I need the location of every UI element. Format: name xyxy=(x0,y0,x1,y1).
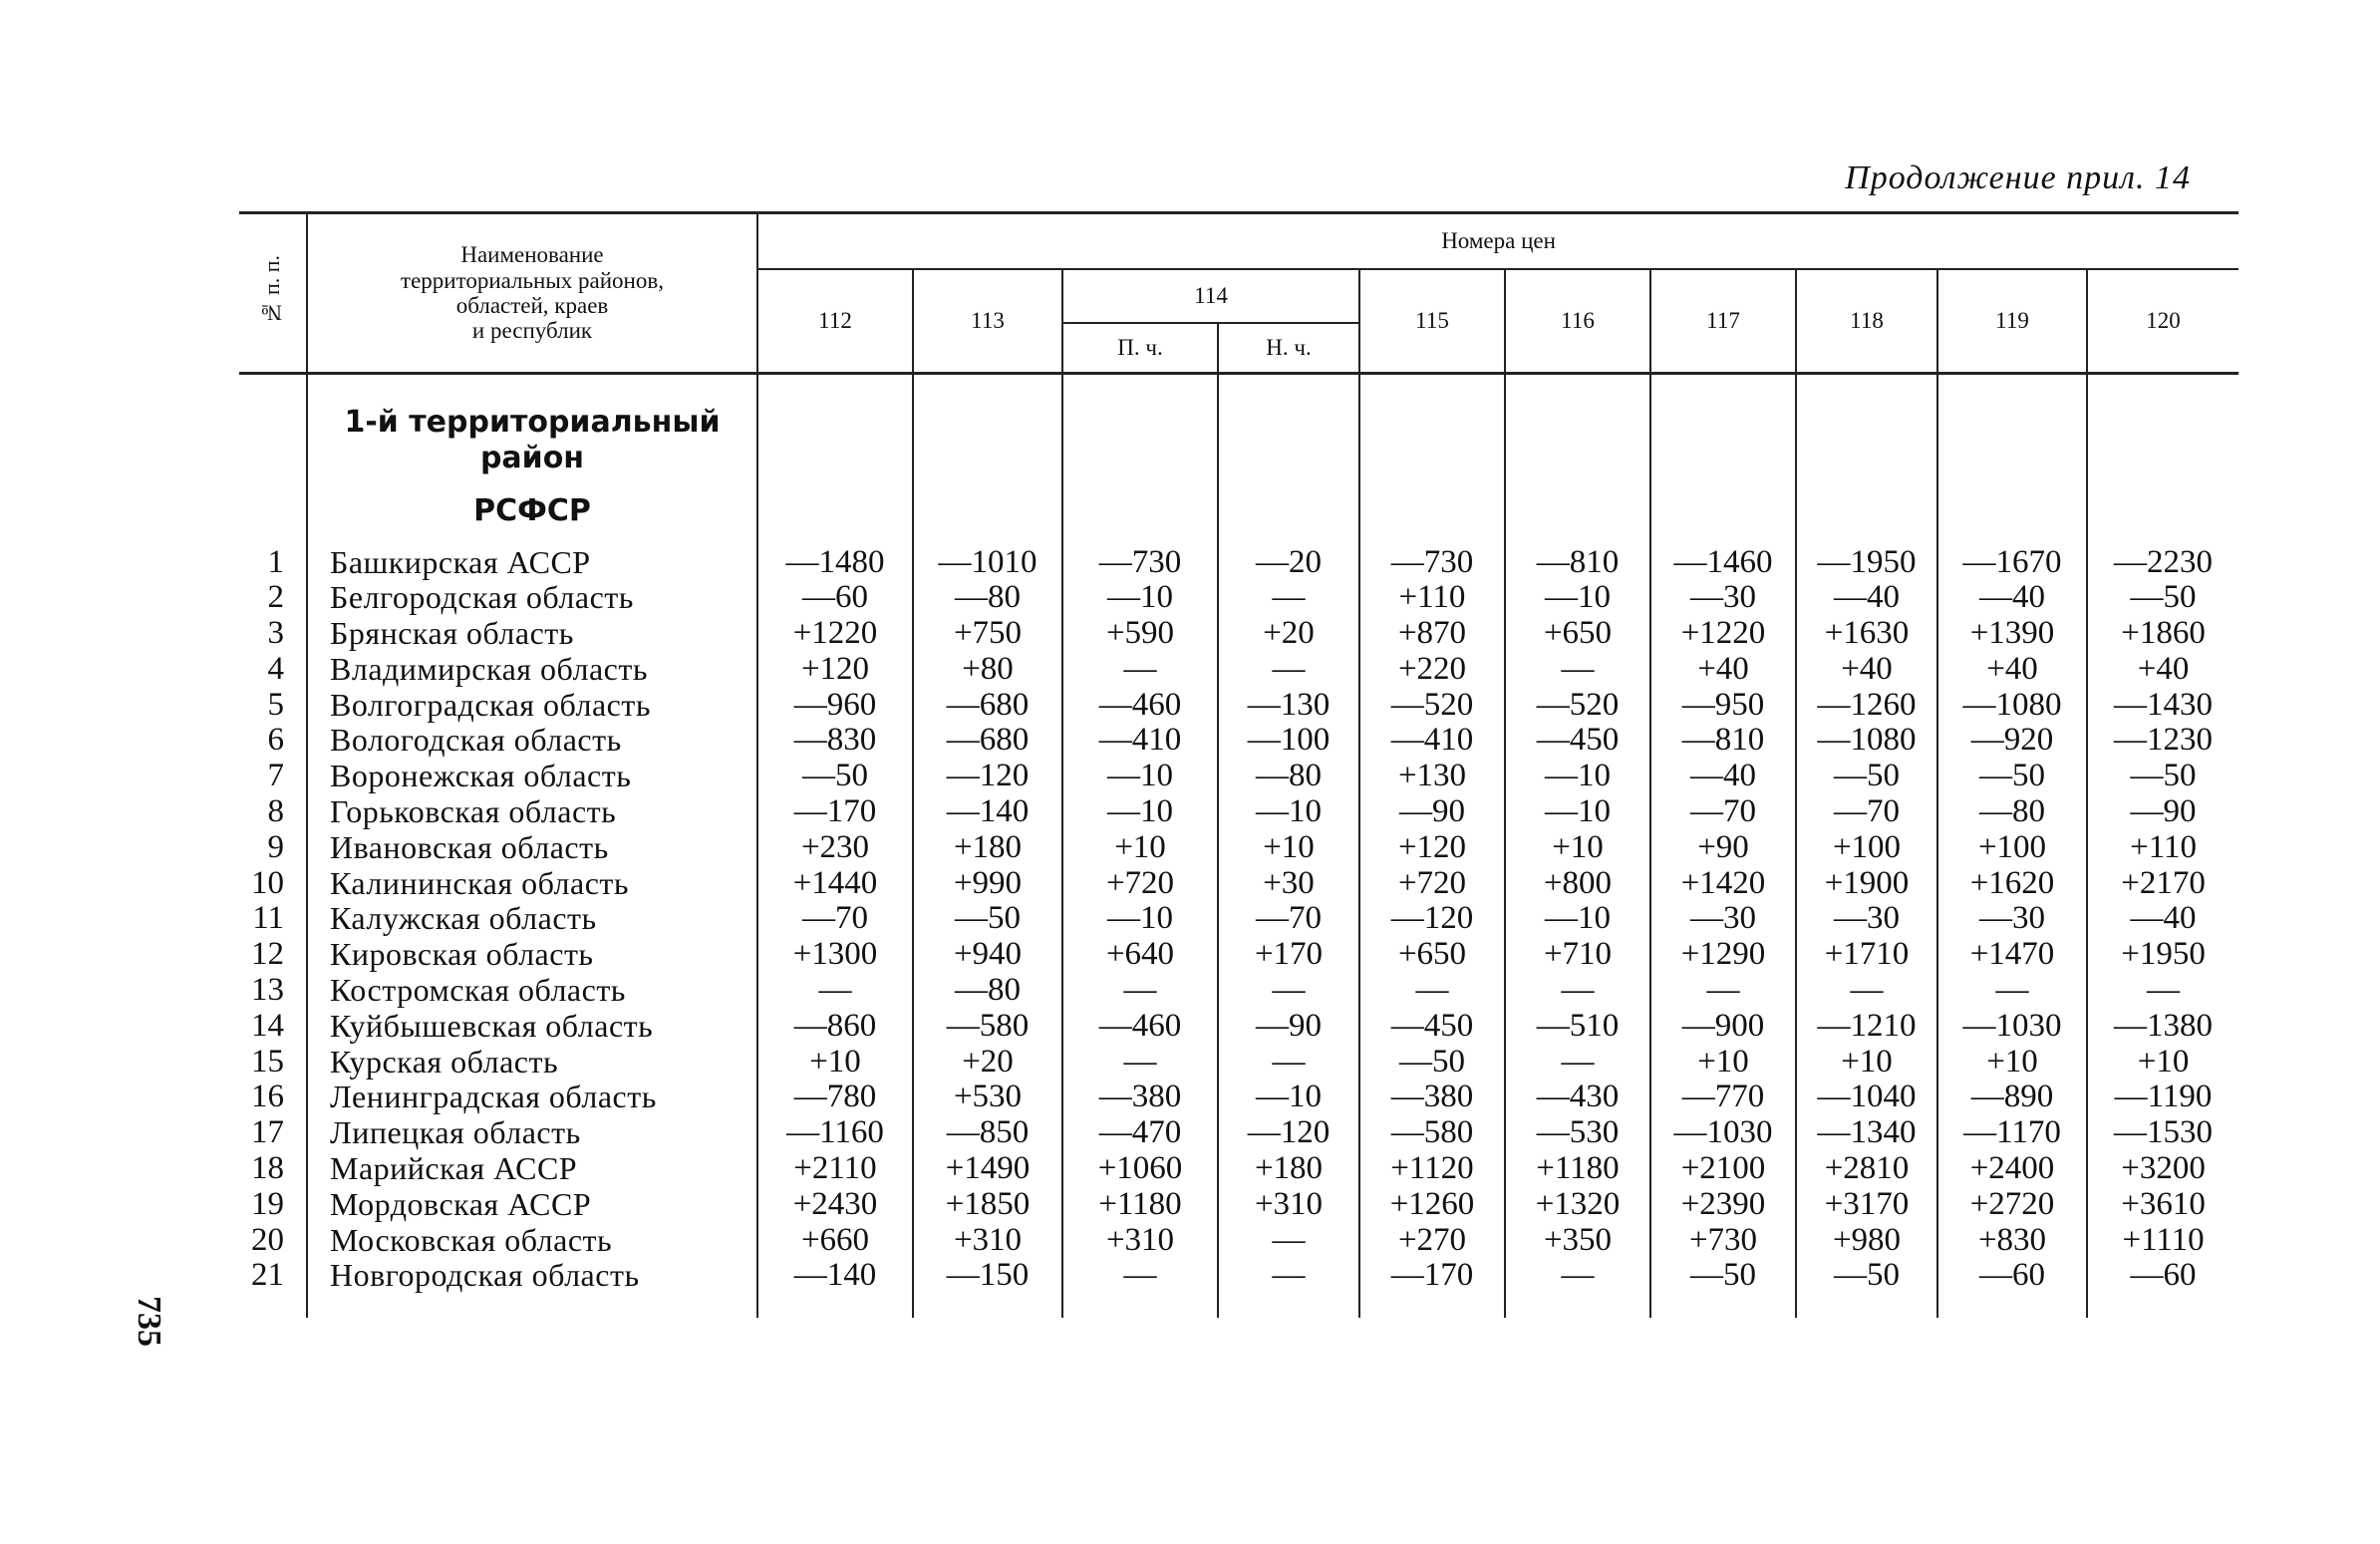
price-value: +1850 xyxy=(913,1187,1062,1223)
price-numbers-header: Номера цен xyxy=(757,213,2238,270)
price-value: —1260 xyxy=(1796,688,1937,724)
table-row xyxy=(239,545,2238,581)
price-value: —430 xyxy=(1505,1080,1650,1115)
price-value: —1480 xyxy=(757,545,913,581)
table-row xyxy=(239,937,2238,973)
price-value: —1670 xyxy=(1937,545,2087,581)
region-name: Волгоградская область xyxy=(307,688,757,724)
table-row xyxy=(239,1258,2238,1300)
region-name: Брянская область xyxy=(307,616,757,652)
price-value: —70 xyxy=(1650,794,1796,830)
price-value: —120 xyxy=(913,759,1062,794)
price-table xyxy=(239,211,2238,1318)
region-name: Липецкая область xyxy=(307,1115,757,1151)
price-value: +2390 xyxy=(1650,1187,1796,1223)
price-value: +180 xyxy=(1218,1151,1359,1187)
price-value: —890 xyxy=(1937,1080,2087,1115)
price-value: —1430 xyxy=(2087,688,2238,724)
price-value: —40 xyxy=(1796,580,1937,616)
price-value: —70 xyxy=(757,901,913,937)
table-row xyxy=(239,1080,2238,1115)
price-value: +3200 xyxy=(2087,1151,2238,1187)
section-subtitle: РСФСР xyxy=(473,493,591,528)
price-value: +220 xyxy=(1359,652,1505,688)
price-value: — xyxy=(2087,973,2238,1009)
price-value: —730 xyxy=(1062,545,1218,581)
price-value: —520 xyxy=(1505,688,1650,724)
price-value: +640 xyxy=(1062,937,1218,973)
price-value: —60 xyxy=(757,580,913,616)
price-value: +10 xyxy=(1650,1045,1796,1081)
price-value: +720 xyxy=(1359,866,1505,902)
price-value: +1630 xyxy=(1796,616,1937,652)
price-value: —70 xyxy=(1796,794,1937,830)
price-value: —1160 xyxy=(757,1115,913,1151)
price-value: —1380 xyxy=(2087,1009,2238,1045)
price-value: +1320 xyxy=(1505,1187,1650,1223)
price-value: — xyxy=(1062,1045,1218,1081)
price-value: —140 xyxy=(913,794,1062,830)
price-value: —510 xyxy=(1505,1009,1650,1045)
price-value: —50 xyxy=(757,759,913,794)
price-value: +130 xyxy=(1359,759,1505,794)
row-number: 7 xyxy=(267,758,284,794)
price-value: —50 xyxy=(2087,580,2238,616)
price-value: —80 xyxy=(913,973,1062,1009)
price-value: +1120 xyxy=(1359,1151,1505,1187)
price-value: — xyxy=(1218,1223,1359,1259)
price-value: +1860 xyxy=(2087,616,2238,652)
region-name: Костромская область xyxy=(307,973,757,1009)
region-name: Владимирская область xyxy=(307,652,757,688)
row-number: 20 xyxy=(251,1221,284,1258)
price-value: +940 xyxy=(913,937,1062,973)
region-name: Башкирская АССР xyxy=(307,545,757,581)
price-value: +10 xyxy=(757,1045,913,1081)
price-value: +1110 xyxy=(2087,1223,2238,1259)
price-value: —960 xyxy=(757,688,913,724)
row-number: 13 xyxy=(251,972,284,1009)
price-value: —1080 xyxy=(1796,723,1937,759)
price-value: +100 xyxy=(1796,830,1937,866)
price-value: +2100 xyxy=(1650,1151,1796,1187)
price-value: +650 xyxy=(1505,616,1650,652)
price-value: — xyxy=(757,973,913,1009)
table-row xyxy=(239,794,2238,830)
price-value: +120 xyxy=(757,652,913,688)
row-number: 8 xyxy=(267,793,284,830)
price-value: —1530 xyxy=(2087,1115,2238,1151)
price-value: +1260 xyxy=(1359,1187,1505,1223)
price-value: —120 xyxy=(1359,901,1505,937)
price-value: —80 xyxy=(1218,759,1359,794)
price-value: —30 xyxy=(1650,901,1796,937)
price-value: —770 xyxy=(1650,1080,1796,1115)
price-value: +990 xyxy=(913,866,1062,902)
price-value: —40 xyxy=(1650,759,1796,794)
price-value: —1030 xyxy=(1650,1115,1796,1151)
price-value: +710 xyxy=(1505,937,1650,973)
price-value: —780 xyxy=(757,1080,913,1115)
price-value: +590 xyxy=(1062,616,1218,652)
price-value: —50 xyxy=(1796,1258,1937,1300)
price-value: — xyxy=(1218,973,1359,1009)
price-value: —90 xyxy=(1359,794,1505,830)
price-value: —450 xyxy=(1359,1009,1505,1045)
section-title-line1: 1-й территориальный xyxy=(344,405,721,440)
price-value: —80 xyxy=(913,580,1062,616)
section-heading xyxy=(307,374,757,545)
price-value: +1060 xyxy=(1062,1151,1218,1187)
price-value: — xyxy=(1218,652,1359,688)
price-value: +20 xyxy=(1218,616,1359,652)
price-value: +2110 xyxy=(757,1151,913,1187)
price-value: —920 xyxy=(1937,723,2087,759)
price-value: +1300 xyxy=(757,937,913,973)
price-value: —900 xyxy=(1650,1009,1796,1045)
section-title-line2: район xyxy=(479,441,585,475)
price-value: —850 xyxy=(913,1115,1062,1151)
price-value: — xyxy=(1505,1045,1650,1081)
name-column-header: Наименование территориальных районов, областей, краев и республик xyxy=(307,213,757,374)
col-114-sub-p-header: П. ч. xyxy=(1062,323,1218,374)
price-value: +1490 xyxy=(913,1151,1062,1187)
price-value: —100 xyxy=(1218,723,1359,759)
price-value: —10 xyxy=(1218,1080,1359,1115)
price-value: —580 xyxy=(1359,1115,1505,1151)
price-value: —1040 xyxy=(1796,1080,1937,1115)
price-value: — xyxy=(1218,580,1359,616)
price-value: —10 xyxy=(1505,901,1650,937)
table-body xyxy=(239,374,2238,1319)
price-value: —60 xyxy=(1937,1258,2087,1300)
price-value: +2720 xyxy=(1937,1187,2087,1223)
table-row xyxy=(239,973,2238,1009)
price-value: +2170 xyxy=(2087,866,2238,902)
price-value: +830 xyxy=(1937,1223,2087,1259)
price-value: —830 xyxy=(757,723,913,759)
price-value: —860 xyxy=(757,1009,913,1045)
row-number: 6 xyxy=(267,722,284,759)
price-value: —10 xyxy=(1505,759,1650,794)
price-value: —50 xyxy=(1359,1045,1505,1081)
price-value: +350 xyxy=(1505,1223,1650,1259)
price-value: +1180 xyxy=(1505,1151,1650,1187)
price-value: —520 xyxy=(1359,688,1505,724)
price-value: —170 xyxy=(757,794,913,830)
region-name: Кировская область xyxy=(307,937,757,973)
price-value: —10 xyxy=(1062,580,1218,616)
section-row xyxy=(239,374,2238,545)
region-name: Новгородская область xyxy=(307,1258,757,1300)
price-value: —1030 xyxy=(1937,1009,2087,1045)
region-name: Калининская область xyxy=(307,866,757,902)
price-value: —810 xyxy=(1650,723,1796,759)
row-number: 15 xyxy=(251,1043,284,1080)
price-value: —450 xyxy=(1505,723,1650,759)
price-value: +40 xyxy=(1650,652,1796,688)
price-value: —150 xyxy=(913,1258,1062,1300)
price-value: —1010 xyxy=(913,545,1062,581)
col-119-header: 119 xyxy=(1937,269,2087,374)
region-name: Ленинградская область xyxy=(307,1080,757,1115)
price-value: —10 xyxy=(1505,580,1650,616)
price-value: +980 xyxy=(1796,1223,1937,1259)
price-value: +120 xyxy=(1359,830,1505,866)
price-value: +10 xyxy=(2087,1045,2238,1081)
price-value: +100 xyxy=(1937,830,2087,866)
price-value: +1620 xyxy=(1937,866,2087,902)
price-value: —90 xyxy=(2087,794,2238,830)
price-value: — xyxy=(1218,1258,1359,1300)
price-value: — xyxy=(1062,652,1218,688)
price-value: +180 xyxy=(913,830,1062,866)
price-value: —40 xyxy=(2087,901,2238,937)
price-value: —10 xyxy=(1218,794,1359,830)
price-value: +40 xyxy=(1796,652,1937,688)
price-value: —10 xyxy=(1062,901,1218,937)
price-value: — xyxy=(1062,973,1218,1009)
price-value: — xyxy=(1505,1258,1650,1300)
price-value: +40 xyxy=(1937,652,2087,688)
row-number: 14 xyxy=(251,1007,284,1044)
price-value: +310 xyxy=(1218,1187,1359,1223)
table-row xyxy=(239,1115,2238,1151)
price-value: —170 xyxy=(1359,1258,1505,1300)
price-value: —140 xyxy=(757,1258,913,1300)
price-value: —1210 xyxy=(1796,1009,1937,1045)
price-value: —380 xyxy=(1062,1080,1218,1115)
col-118-header: 118 xyxy=(1796,269,1937,374)
price-value: +1290 xyxy=(1650,937,1796,973)
price-value: +1220 xyxy=(1650,616,1796,652)
price-value: —1190 xyxy=(2087,1080,2238,1115)
price-value: +3610 xyxy=(2087,1187,2238,1223)
price-value: +30 xyxy=(1218,866,1359,902)
col-115-header: 115 xyxy=(1359,269,1505,374)
region-name: Воронежская область xyxy=(307,759,757,794)
price-value: +660 xyxy=(757,1223,913,1259)
table-row xyxy=(239,1151,2238,1187)
price-value: — xyxy=(1796,973,1937,1009)
row-number: 19 xyxy=(251,1185,284,1222)
price-value: +2810 xyxy=(1796,1151,1937,1187)
price-value: +10 xyxy=(1062,830,1218,866)
price-value: —90 xyxy=(1218,1009,1359,1045)
price-value: +310 xyxy=(1062,1223,1218,1259)
price-value: +800 xyxy=(1505,866,1650,902)
price-value: —10 xyxy=(1505,794,1650,830)
price-value: —1460 xyxy=(1650,545,1796,581)
row-number: 9 xyxy=(267,828,284,865)
price-value: +870 xyxy=(1359,616,1505,652)
price-value: +650 xyxy=(1359,937,1505,973)
row-number: 5 xyxy=(267,686,284,723)
table-row xyxy=(239,688,2238,724)
price-value: —580 xyxy=(913,1009,1062,1045)
price-value: +720 xyxy=(1062,866,1218,902)
table-row xyxy=(239,901,2238,937)
price-value: —30 xyxy=(1650,580,1796,616)
price-value: —1950 xyxy=(1796,545,1937,581)
row-number: 11 xyxy=(252,900,284,937)
table-row xyxy=(239,652,2238,688)
price-value: —50 xyxy=(2087,759,2238,794)
region-name: Мордовская АССР xyxy=(307,1187,757,1223)
price-value: +230 xyxy=(757,830,913,866)
price-value: —460 xyxy=(1062,1009,1218,1045)
price-value: — xyxy=(1505,652,1650,688)
price-value: —40 xyxy=(1937,580,2087,616)
price-value: +1900 xyxy=(1796,866,1937,902)
price-value: +1220 xyxy=(757,616,913,652)
table-row xyxy=(239,1223,2238,1259)
price-value: —50 xyxy=(1650,1258,1796,1300)
price-value: —50 xyxy=(913,901,1062,937)
table-row xyxy=(239,759,2238,794)
price-value: —70 xyxy=(1218,901,1359,937)
price-value: —10 xyxy=(1062,759,1218,794)
row-number: 12 xyxy=(251,936,284,973)
row-number: 17 xyxy=(251,1114,284,1151)
price-value: —810 xyxy=(1505,545,1650,581)
row-number: 10 xyxy=(251,864,284,901)
price-value: +3170 xyxy=(1796,1187,1937,1223)
price-value: —410 xyxy=(1359,723,1505,759)
price-value: +10 xyxy=(1796,1045,1937,1081)
price-value: —1080 xyxy=(1937,688,2087,724)
price-value: — xyxy=(1937,973,2087,1009)
price-value: —130 xyxy=(1218,688,1359,724)
region-name: Калужская область xyxy=(307,901,757,937)
col-116-header: 116 xyxy=(1505,269,1650,374)
price-value: —1340 xyxy=(1796,1115,1937,1151)
price-value: — xyxy=(1505,973,1650,1009)
table-row xyxy=(239,580,2238,616)
price-value: +2400 xyxy=(1937,1151,2087,1187)
price-value: +10 xyxy=(1505,830,1650,866)
row-number: 18 xyxy=(251,1150,284,1187)
price-value: +10 xyxy=(1937,1045,2087,1081)
price-value: +40 xyxy=(2087,652,2238,688)
price-value: +530 xyxy=(913,1080,1062,1115)
price-value: +750 xyxy=(913,616,1062,652)
price-value: —470 xyxy=(1062,1115,1218,1151)
row-number: 4 xyxy=(267,650,284,687)
price-value: —1230 xyxy=(2087,723,2238,759)
price-value: —60 xyxy=(2087,1258,2238,1300)
region-name: Марийская АССР xyxy=(307,1151,757,1187)
price-value: +80 xyxy=(913,652,1062,688)
table-row xyxy=(239,830,2238,866)
price-value: —80 xyxy=(1937,794,2087,830)
table-row xyxy=(239,1045,2238,1081)
price-value: —680 xyxy=(913,723,1062,759)
table-header xyxy=(239,213,2238,374)
page-number: 735 xyxy=(131,1296,167,1347)
price-value: +1180 xyxy=(1062,1187,1218,1223)
price-value: +730 xyxy=(1650,1223,1796,1259)
price-value: +1420 xyxy=(1650,866,1796,902)
table-row xyxy=(239,616,2238,652)
row-number: 16 xyxy=(251,1079,284,1115)
price-value: +1440 xyxy=(757,866,913,902)
region-name: Ивановская область xyxy=(307,830,757,866)
price-value: — xyxy=(1218,1045,1359,1081)
price-value: +110 xyxy=(1359,580,1505,616)
price-value: +20 xyxy=(913,1045,1062,1081)
price-value: —1170 xyxy=(1937,1115,2087,1151)
price-value: — xyxy=(1062,1258,1218,1300)
table-bottom-filler xyxy=(239,1300,2238,1318)
continuation-note: Продолжение прил. 14 xyxy=(1845,159,2191,196)
col-113-header: 113 xyxy=(913,269,1062,374)
table-row xyxy=(239,723,2238,759)
region-name: Вологодская область xyxy=(307,723,757,759)
price-value: +170 xyxy=(1218,937,1359,973)
region-name: Курская область xyxy=(307,1045,757,1081)
price-value: +1470 xyxy=(1937,937,2087,973)
price-value: —50 xyxy=(1937,759,2087,794)
price-value: +110 xyxy=(2087,830,2238,866)
price-value: —530 xyxy=(1505,1115,1650,1151)
price-value: —730 xyxy=(1359,545,1505,581)
col-114-header: 114 xyxy=(1062,269,1359,323)
price-value: —380 xyxy=(1359,1080,1505,1115)
table-row xyxy=(239,1009,2238,1045)
price-value: —10 xyxy=(1062,794,1218,830)
price-value: — xyxy=(1359,973,1505,1009)
price-value: —410 xyxy=(1062,723,1218,759)
row-number: 2 xyxy=(267,579,284,616)
price-value: +10 xyxy=(1218,830,1359,866)
row-number: 21 xyxy=(251,1257,284,1294)
price-value: —950 xyxy=(1650,688,1796,724)
row-number: 3 xyxy=(267,615,284,652)
price-value: +1710 xyxy=(1796,937,1937,973)
price-value: +90 xyxy=(1650,830,1796,866)
price-value: —50 xyxy=(1796,759,1937,794)
row-number-header: № п. п. xyxy=(239,213,307,374)
table-row xyxy=(239,1187,2238,1223)
price-value: —30 xyxy=(1796,901,1937,937)
region-name: Белгородская область xyxy=(307,580,757,616)
price-value: — xyxy=(1650,973,1796,1009)
price-value: —30 xyxy=(1937,901,2087,937)
price-value: +310 xyxy=(913,1223,1062,1259)
price-value: +1390 xyxy=(1937,616,2087,652)
price-value: +2430 xyxy=(757,1187,913,1223)
price-value: +270 xyxy=(1359,1223,1505,1259)
price-value: —2230 xyxy=(2087,545,2238,581)
region-name: Куйбышевская область xyxy=(307,1009,757,1045)
col-120-header: 120 xyxy=(2087,269,2238,374)
price-value: —460 xyxy=(1062,688,1218,724)
col-117-header: 117 xyxy=(1650,269,1796,374)
price-value: —20 xyxy=(1218,545,1359,581)
price-value: —120 xyxy=(1218,1115,1359,1151)
price-value: —680 xyxy=(913,688,1062,724)
price-value: +1950 xyxy=(2087,937,2238,973)
col-112-header: 112 xyxy=(757,269,913,374)
region-name: Московская область xyxy=(307,1223,757,1259)
region-name: Горьковская область xyxy=(307,794,757,830)
table-row xyxy=(239,866,2238,902)
col-114-sub-n-header: Н. ч. xyxy=(1218,323,1359,374)
row-number: 1 xyxy=(267,543,284,580)
